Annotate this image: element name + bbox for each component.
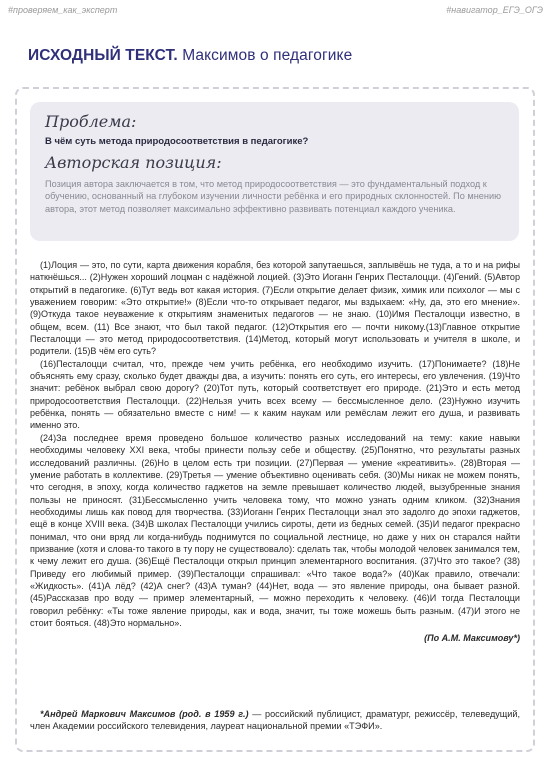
paragraph-1: (1)Лоция — это, по сути, карта движения корабля, без которой запутаешься, заплывёшь не туда, а то и на рифы наткнёшься... (2)Нужен хороший лоцман с надёжной лоцией. (3)Это Иоганн Генрих Песталоцци. (4)Гений. (5)Автор открытий в педагогике. (6)Тут ведь вот какая история. (7)Если открытие делает физик, химик или психолог — мы с уважением говорим: «Это открытие!» (8)Если что-то открывает педагог, мы вздыхаем: «Ну, да, это его мнение». (9)Откуда такое неуважение к открытиям знаменитых педагогов — не знаю. (10)Имя Песталоцци известно, в общем, всем. (11) Все знают, что был такой педагог. (12)Открытия его — почти никому.(13)Главное открытие Песталоцци — это метод природосоответствия. (14)Метод, который могут использовать и учителя в школе, и родители. (15)В чём его суть? [30, 260, 520, 357]
summary-card [30, 102, 519, 241]
author-note [30, 708, 520, 732]
title-text: Максимов о педагогике [182, 47, 353, 64]
hashtag-right: #навигатор_ЕГЭ_ОГЭ [446, 5, 543, 15]
author-description: — российский публицист, драматург, режиссёр, телеведущий, член Академии российского телевидения, лауреат национальной премии «ТЭФИ». [30, 709, 520, 732]
page-title [28, 47, 528, 65]
paragraph-2: (16)Песталоцци считал, что, прежде чем учить ребёнка, его необходимо изучить. (17)Понимаете? (18)Не объяснять ему сразу, сколько будет дважды два, а изучить: понять его суть, его интересы, его увлечения. (19)Что значит: ребёнок выбрал свою дорогу? (20)Тот путь, который соответствует его природе. (21)Это и есть метод природосоответствия Песталоцци. (22)Нельзя учить всех всему — бессмысленное дело. (23)Нужно изучить ребёнка, понять — обязательно вместе с ним! — к каким наукам или ремёслам лежит его душа, и развивать именно это. [30, 358, 520, 431]
source-text [30, 259, 520, 645]
problem-heading: Проблема: [45, 112, 137, 131]
paragraph-3: (24)За последнее время проведено большое количество разных исследований на тему: какие навыки необходимы человеку XXI века, чтобы принести пользу себе и обществу. (25)Понятно, что результаты разных исследований различны. (26)Но в целом есть три позиции. (27)Первая — умение «креативить». (28)Вторая — умение работать в коллективе. (29)Третья — умение объективно оценивать себя. (30)Мы никак не можем понять, что сегодня, в эпоху, когда количество гаджетов на земле превышает количество людей, вызубренные знания пользы не приносят. (31)Бессмысленно учить человека тому, что можно узнать одним кликом. (32)Знания необходимы лишь как повод для творчества. (33)Иоганн Генрих Песталоцци знал это задолго до эпохи гаджетов, ещё в конце XVIII века. (34)В школах Песталоцци учились сироты, дети из бедных семей. (35)И педагог прекрасно понимал, что они вряд ли когда-нибудь поднимутся по социальной лестнице, но даже у них он старался найти призвание (хотя и слова-то такого в ту пору не существовало): сделать так, чтобы молодой человек занимался тем, к чему лежит его душа. (36)Ещё Песталоцци открыл принцип элементарного воспитания. (37)Что это такое? (38) Приведу его любимый пример. (39)Песталоцци спрашивал: «Что такое вода?» (40)Как правило, отвечали: «Жидкость». (41)А лёд? (42)А снег? (43)А туман? (44)Нет, вода — это явление природы, она бывает разной. (45)Рассказав про воду — пример элементарный, — можно переходить к человеку. (46)И тогда Песталоцци говорил ребёнку: «Ты тоже явление природы, как и вода, значит, ты тоже можешь быть разным. (47)И этого не стоит бояться. (48)Это нормально». [30, 432, 520, 628]
position-heading: Авторская позиция: [45, 153, 222, 172]
position-text: Позиция автора заключается в том, что метод природосоответствия — это фундаментальный подход к обучению, основанный на глубоком изучении личности ребёнка и его природных склонностей. По мнению автора, этот метод позволяет максимально эффективно развивать потенциал каждого ученика. [45, 179, 501, 214]
hashtag-left: #проверяем_как_эксперт [8, 5, 118, 15]
title-label: ИСХОДНЫЙ ТЕКСТ. [28, 47, 178, 64]
problem-question: В чём суть метода природосоответствия в педагогике? [45, 136, 309, 147]
author-name: *Андрей Маркович Максимов (род. в 1959 г.) [40, 709, 249, 719]
source-signature: (По А.М. Максимову*) [424, 633, 520, 644]
